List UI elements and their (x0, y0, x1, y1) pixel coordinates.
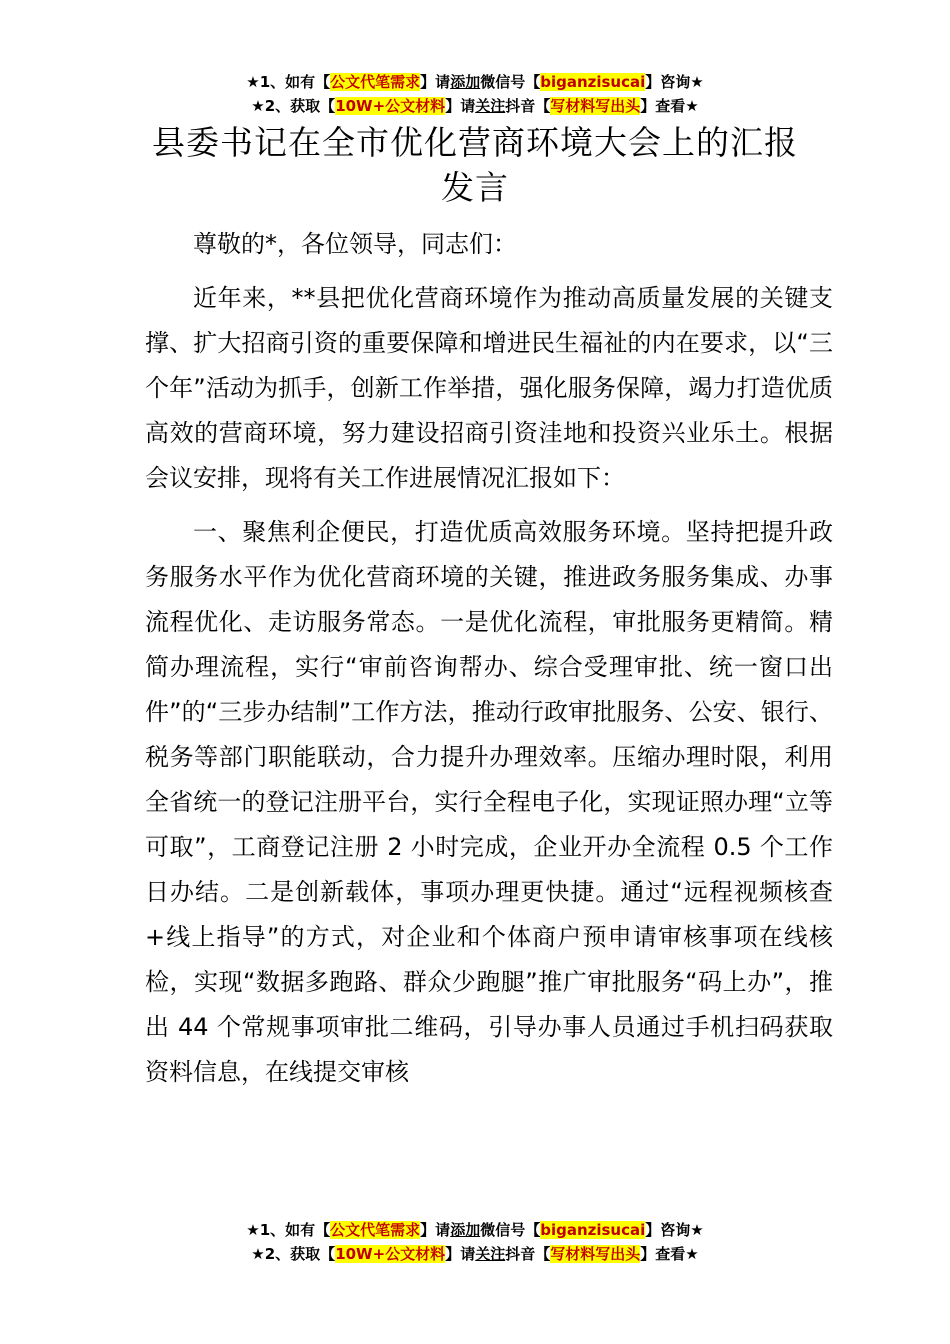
document-body (145, 222, 833, 1095)
footer-banner (0, 1218, 950, 1266)
paragraph: 近年来，**县把优化营商环境作为推动高质量发展的关键支撑、扩大招商引资的重要保障和增进民生福祉的内在要求，以“三个年”活动为抓手，创新工作举措，强化服务保障，竭力打造优质高效的营商环境，努力建设招商引资洼地和投资兴业乐土。根据会议安排，现将有关工作进展情况汇报如下： (145, 284, 833, 492)
paragraph: 一、聚焦利企便民，打造优质高效服务环境。坚持把提升政务服务水平作为优化营商环境的关键，推进政务服务集成、办事流程优化、走访服务常态。一是优化流程，审批服务更精简。精简办理流程，实行“审前咨询帮办、综合受理审批、统一窗口出件”的“三步办结制”工作方法，推动行政审批服务、公安、银行、税务等部门职能联动，合力提升办理效率。压缩办理时限，利用全省统一的登记注册平台，实行全程电子化，实现证照办理“立等可取”，工商登记注册 2 小时完成，企业开办全流程 0.5 个工作日办结。二是创新载体，事项办理更快捷。通过“远程视频核查+线上指导”的方式，对企业和个体商户预申请审核事项在线核检，实现“数据多跑路、群众少跑腿”推广审批服务“码上办”，推出 44 个常规事项审批二维码，引导办事人员通过手机扫码获取资料信息，在线提交审核 (145, 518, 833, 1086)
banner-highlight: biganzisucai (540, 73, 646, 91)
salutation: 尊敬的*，各位领导，同志们： (193, 230, 517, 258)
document-title (145, 120, 805, 210)
banner-highlight: 写材料写出头 (550, 1245, 641, 1263)
banner-line-1: ★1、如有【公文代笔需求】请添加微信号【biganzisucai】咨询★ (246, 1221, 704, 1239)
banner-highlight: 公文代笔需求 (330, 1221, 421, 1239)
banner-highlight: 公文代笔需求 (330, 73, 421, 91)
title-line-1: 县委书记在全市优化营商环境大会上的汇报 (152, 123, 798, 162)
banner-line-2: ★2、获取【10W+公文材料】请关注抖音【写材料写出头】查看★ (251, 1245, 699, 1263)
banner-highlight: 写材料写出头 (550, 97, 641, 115)
title-line-2: 发言 (441, 168, 509, 207)
banner-line-1: ★1、如有【公文代笔需求】请添加微信号【biganzisucai】咨询★ (246, 73, 704, 91)
banner-highlight: 10W+公文材料 (335, 97, 446, 115)
banner-line-2: ★2、获取【10W+公文材料】请关注抖音【写材料写出头】查看★ (251, 97, 699, 115)
banner-highlight: 10W+公文材料 (335, 1245, 446, 1263)
header-banner (0, 70, 950, 118)
banner-highlight: biganzisucai (540, 1221, 646, 1239)
